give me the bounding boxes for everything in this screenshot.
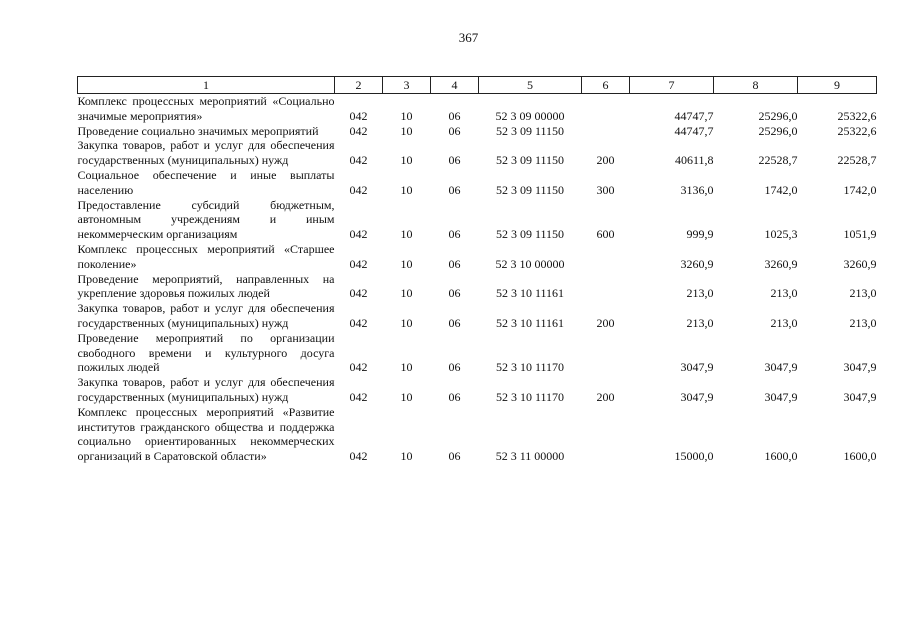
ministry-code: 042 [349,256,368,271]
ministry-code: 042 [349,449,368,464]
header-cell: 2 [335,77,383,94]
subsection-code: 06 [448,182,461,197]
expense-type-code: 200 [596,315,615,330]
target-article-code: 52 3 10 11161 [495,286,565,301]
header-cell: 7 [630,77,714,94]
table-row [78,272,877,302]
table-row [78,375,877,405]
budget-table [77,76,877,464]
ministry-code: 042 [349,108,368,123]
expense-type-code [582,124,630,139]
subsection-code: 06 [448,286,461,301]
amount-year-2: 3260,9 [764,256,798,271]
section-code: 10 [400,182,413,197]
row-name: Комплекс процессных мероприятий «Социально значимые мероприятия» [77,94,335,123]
header-row [78,77,877,94]
ministry-code: 042 [349,153,368,168]
target-article-code: 52 3 09 00000 [495,108,565,123]
expense-type-code: 200 [596,389,615,404]
table-row [78,94,877,124]
page-number: 367 [458,30,479,45]
section-code: 10 [400,256,413,271]
header-cell: 9 [798,77,877,94]
amount-year-2: 3047,9 [764,389,798,404]
subsection-code: 06 [448,153,461,168]
amount-year-3: 25322,6 [837,108,877,123]
amount-year-2: 213,0 [770,315,798,330]
header-cell: 3 [383,77,431,94]
subsection-code: 06 [448,449,461,464]
subsection-code: 06 [448,123,461,138]
row-name: Закупка товаров, работ и услуг для обеспечения государственных (муниципальных) нужд [77,138,335,168]
amount-year-1: 213,0 [686,315,714,330]
expense-type-code: 200 [596,153,615,168]
expense-type-code [582,331,630,375]
target-article-code: 52 3 09 11150 [495,153,565,168]
section-code: 10 [400,449,413,464]
subsection-code: 06 [448,256,461,271]
ministry-code: 042 [349,286,368,301]
amount-year-2: 1742,0 [764,182,798,197]
amount-year-1: 15000,0 [674,449,714,464]
section-code: 10 [400,360,413,375]
amount-year-1: 999,9 [686,227,714,242]
row-name: Предоставление субсидий бюджетным, автономным учреждениям и иным некоммерческим организациям [77,197,335,242]
section-code: 10 [400,315,413,330]
table-row [78,124,877,139]
header-cell: 4 [431,77,479,94]
amount-year-1: 3047,9 [680,360,714,375]
row-name: Закупка товаров, работ и услуг для обеспечения государственных (муниципальных) нужд [77,375,335,404]
expense-type-code [582,405,630,464]
section-code: 10 [400,286,413,301]
target-article-code: 52 3 10 00000 [495,256,565,271]
ministry-code: 042 [349,360,368,375]
ministry-code: 042 [349,389,368,404]
row-name: Комплекс процессных мероприятий «Развитие институтов гражданского общества и поддержка социально ориентированных некоммерческих организаций в Саратовской области» [77,404,335,464]
table-row [78,168,877,198]
amount-year-2: 1600,0 [764,449,798,464]
table-row [78,405,877,464]
header-cell: 8 [714,77,798,94]
amount-year-3: 1742,0 [843,182,877,197]
amount-year-1: 40611,8 [674,153,714,168]
table-row [78,301,877,331]
amount-year-1: 213,0 [686,286,714,301]
section-code: 10 [400,227,413,242]
subsection-code: 06 [448,389,461,404]
subsection-code: 06 [448,108,461,123]
subsection-code: 06 [448,315,461,330]
table-row [78,198,877,242]
amount-year-3: 213,0 [849,315,877,330]
section-code: 10 [400,389,413,404]
amount-year-2: 22528,7 [758,153,798,168]
section-code: 10 [400,108,413,123]
amount-year-2: 25296,0 [758,108,798,123]
header-cell: 5 [479,77,582,94]
expense-type-code: 300 [596,182,615,197]
amount-year-3: 1600,0 [843,449,877,464]
amount-year-3: 3047,9 [843,389,877,404]
table-row [78,331,877,375]
amount-year-1: 3260,9 [680,256,714,271]
amount-year-3: 3260,9 [843,256,877,271]
ministry-code: 042 [349,315,368,330]
amount-year-1: 44747,7 [674,123,714,138]
row-name: Комплекс процессных мероприятий «Старшее поколение» [77,241,335,271]
amount-year-1: 3136,0 [680,182,714,197]
amount-year-2: 3047,9 [764,360,798,375]
amount-year-3: 25322,6 [837,123,877,138]
expense-type-code [582,94,630,124]
amount-year-2: 1025,3 [764,227,798,242]
target-article-code: 52 3 10 11170 [495,360,565,375]
amount-year-2: 25296,0 [758,123,798,138]
target-article-code: 52 3 10 11161 [495,315,565,330]
row-name: Социальное обеспечение и иные выплаты населению [77,167,335,197]
target-article-code: 52 3 09 11150 [495,123,565,138]
section-code: 10 [400,153,413,168]
row-name: Закупка товаров, работ и услуг для обеспечения государственных (муниципальных) нужд [77,301,335,330]
target-article-code: 52 3 09 11150 [495,227,565,242]
amount-year-3: 3047,9 [843,360,877,375]
target-article-code: 52 3 11 00000 [495,449,565,464]
ministry-code: 042 [349,123,368,138]
amount-year-3: 213,0 [849,286,877,301]
subsection-code: 06 [448,360,461,375]
expense-type-code [582,242,630,272]
header-cell: 1 [78,77,335,94]
section-code: 10 [400,123,413,138]
target-article-code: 52 3 09 11150 [495,182,565,197]
amount-year-3: 1051,9 [843,227,877,242]
subsection-code: 06 [448,227,461,242]
expense-type-code: 600 [596,227,615,242]
row-name: Проведение мероприятий по организации свободного времени и культурного досуга пожилых людей [77,330,335,375]
amount-year-1: 3047,9 [680,389,714,404]
target-article-code: 52 3 10 11170 [495,389,565,404]
header-cell: 6 [582,77,630,94]
row-name: Проведение социально значимых мероприятий [77,123,319,138]
table-row [78,138,877,168]
row-name: Проведение мероприятий, направленных на укрепление здоровья пожилых людей [77,271,335,301]
amount-year-2: 213,0 [770,286,798,301]
expense-type-code [582,272,630,302]
ministry-code: 042 [349,182,368,197]
ministry-code: 042 [349,227,368,242]
amount-year-1: 44747,7 [674,108,714,123]
table-row [78,242,877,272]
amount-year-3: 22528,7 [837,153,877,168]
